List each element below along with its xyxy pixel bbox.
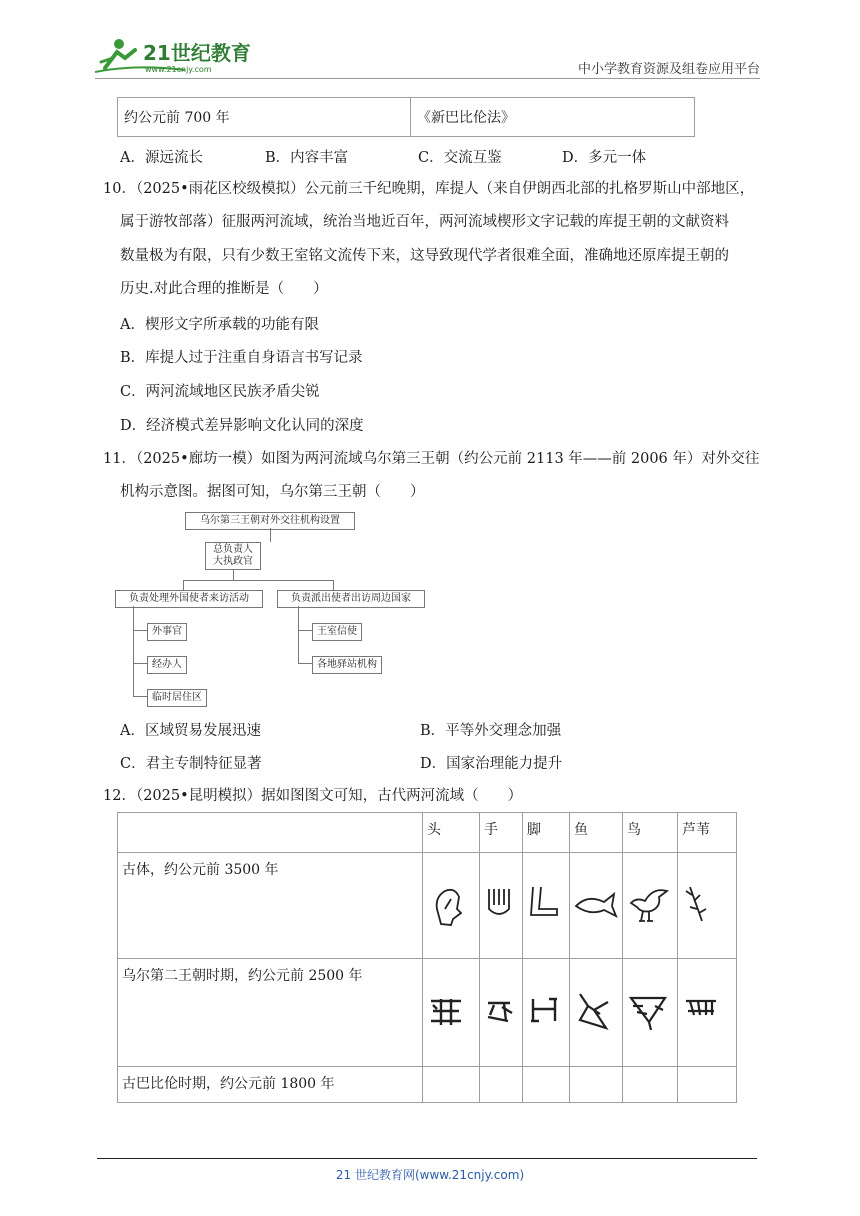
q11-stem-line: 11．（2025•廊坊一模）如图为两河流域乌尔第三王朝（约公元前 2113 年——前 2006 年）对外交往 bbox=[103, 451, 760, 467]
table-header-cell: 鸟 bbox=[623, 813, 678, 853]
script-table bbox=[117, 812, 737, 1103]
hand-pictograph-icon bbox=[484, 881, 514, 926]
right-item-box: 各地驿站机构 bbox=[312, 656, 382, 674]
table-row bbox=[118, 98, 695, 137]
org-diagram bbox=[115, 508, 411, 708]
logo-text: 21世纪教育 bbox=[143, 41, 251, 65]
head-line-1: 总负责人 bbox=[213, 544, 253, 555]
connector bbox=[133, 663, 147, 664]
q11-option-c[interactable]: C．君主专制特征显著 bbox=[120, 756, 262, 772]
connector bbox=[133, 606, 134, 696]
q11-option-b[interactable]: B．平等外交理念加强 bbox=[420, 723, 562, 739]
connector bbox=[133, 630, 147, 631]
table-header-cell: 芦苇 bbox=[678, 813, 737, 853]
fish-cuneiform-icon bbox=[574, 988, 614, 1034]
q11-option-d[interactable]: D．国家治理能力提升 bbox=[420, 756, 563, 772]
table-cell: 约公元前 700 年 bbox=[118, 98, 411, 137]
table-cell bbox=[678, 1067, 737, 1103]
table-row bbox=[118, 853, 737, 959]
header-divider bbox=[95, 78, 760, 79]
table-cell bbox=[423, 1067, 480, 1103]
table-header-cell: 手 bbox=[480, 813, 523, 853]
connector bbox=[270, 528, 271, 542]
footer-link[interactable]: 21 世纪教育网(www.21cnjy.com) bbox=[335, 1168, 525, 1182]
q12-stem-line: 12．（2025•昆明模拟）据如图图文可知，古代两河流域（ ） bbox=[103, 788, 523, 804]
q9-option-d[interactable]: D．多元一体 bbox=[562, 150, 647, 166]
right-item-box: 王室信使 bbox=[312, 623, 362, 641]
q10-option-c[interactable]: C．两河流域地区民族矛盾尖锐 bbox=[120, 384, 320, 400]
connector bbox=[333, 580, 334, 590]
table-cell bbox=[570, 853, 623, 959]
connector bbox=[233, 570, 234, 580]
table-row bbox=[118, 959, 737, 1067]
q9-table bbox=[117, 97, 695, 137]
left-item-box: 经办人 bbox=[147, 656, 187, 674]
table-cell: 古体，约公元前 3500 年 bbox=[118, 853, 423, 959]
left-item-box: 临时居住区 bbox=[147, 689, 207, 707]
table-header-cell: 鱼 bbox=[570, 813, 623, 853]
right-branch-box: 负责派出使者出访周边国家 bbox=[277, 590, 425, 608]
connector bbox=[133, 696, 147, 697]
connector bbox=[298, 663, 312, 664]
q11-option-a[interactable]: A．区域贸易发展迅速 bbox=[120, 723, 261, 739]
q10-stem-line: 数量极为有限，只有少数王室铭文流传下来，这导致现代学者很难全面，准确地还原库提王朝的 bbox=[120, 248, 729, 264]
diagram-title-box: 乌尔第三王朝对外交往机构设置 bbox=[185, 512, 355, 530]
left-branch-box: 负责处理外国使者来访活动 bbox=[115, 590, 263, 608]
table-cell bbox=[523, 959, 570, 1067]
platform-name: 中小学教育资源及组卷应用平台 bbox=[577, 62, 760, 77]
q9-option-c[interactable]: C．交流互鉴 bbox=[418, 150, 502, 166]
page-header bbox=[95, 30, 760, 80]
table-header-cell: 脚 bbox=[523, 813, 570, 853]
connector bbox=[298, 606, 299, 664]
footer-divider bbox=[97, 1158, 757, 1159]
table-cell bbox=[623, 959, 678, 1067]
connector bbox=[183, 580, 333, 581]
head-pictograph-icon bbox=[427, 879, 467, 929]
table-header-cell: 头 bbox=[423, 813, 480, 853]
connector bbox=[183, 580, 184, 590]
table-cell bbox=[423, 959, 480, 1067]
table-cell bbox=[623, 1067, 678, 1103]
q11-stem-line: 机构示意图。据图可知，乌尔第三王朝（ ） bbox=[120, 484, 425, 500]
q10-option-a[interactable]: A．楔形文字所承载的功能有限 bbox=[120, 317, 319, 333]
foot-cuneiform-icon bbox=[527, 991, 561, 1031]
table-cell bbox=[423, 853, 480, 959]
table-cell bbox=[570, 1067, 623, 1103]
q10-option-d[interactable]: D．经济模式差异影响文化认同的深度 bbox=[120, 418, 364, 434]
head-box bbox=[205, 542, 261, 570]
table-cell bbox=[678, 853, 737, 959]
q9-option-b[interactable]: B．内容丰富 bbox=[265, 150, 349, 166]
left-item-box: 外事官 bbox=[147, 623, 187, 641]
logo-url: www.21cnjy.com bbox=[145, 65, 212, 74]
q10-stem-line: 属于游牧部落）征服两河流域，统治当地近百年，两河流域楔形文字记载的库提王朝的文献资料 bbox=[120, 214, 729, 230]
table-row bbox=[118, 813, 737, 853]
table-cell bbox=[480, 1067, 523, 1103]
table-cell bbox=[623, 853, 678, 959]
table-cell bbox=[118, 813, 423, 853]
reed-cuneiform-icon bbox=[682, 991, 720, 1031]
logo bbox=[95, 36, 275, 76]
table-cell: 古巴比伦时期，约公元前 1800 年 bbox=[118, 1067, 423, 1103]
table-cell bbox=[523, 853, 570, 959]
connector bbox=[298, 630, 312, 631]
table-cell bbox=[570, 959, 623, 1067]
q10-stem-line: 历史.对此合理的推断是（ ） bbox=[120, 281, 328, 297]
q10-stem-line: 10．（2025•雨花区校级模拟）公元前三千纪晚期，库提人（来自伊朗西北部的扎格罗斯山中部地区， bbox=[103, 181, 755, 197]
table-cell: 《新巴比伦法》 bbox=[411, 98, 695, 137]
reed-pictograph-icon bbox=[682, 881, 712, 927]
bird-pictograph-icon bbox=[627, 881, 673, 927]
head-line-2: 大执政官 bbox=[213, 556, 253, 567]
bird-cuneiform-icon bbox=[627, 988, 671, 1034]
foot-pictograph-icon bbox=[527, 881, 561, 926]
table-cell: 乌尔第二王朝时期，约公元前 2500 年 bbox=[118, 959, 423, 1067]
table-cell bbox=[480, 853, 523, 959]
table-cell bbox=[678, 959, 737, 1067]
hand-cuneiform-icon bbox=[484, 991, 516, 1031]
q9-option-a[interactable]: A．源远流长 bbox=[120, 150, 203, 166]
table-cell bbox=[480, 959, 523, 1067]
fish-pictograph-icon bbox=[574, 884, 618, 924]
table-cell bbox=[523, 1067, 570, 1103]
head-cuneiform-icon bbox=[427, 991, 467, 1031]
q10-option-b[interactable]: B．库提人过于注重自身语言书写记录 bbox=[120, 350, 363, 366]
table-row bbox=[118, 1067, 737, 1103]
